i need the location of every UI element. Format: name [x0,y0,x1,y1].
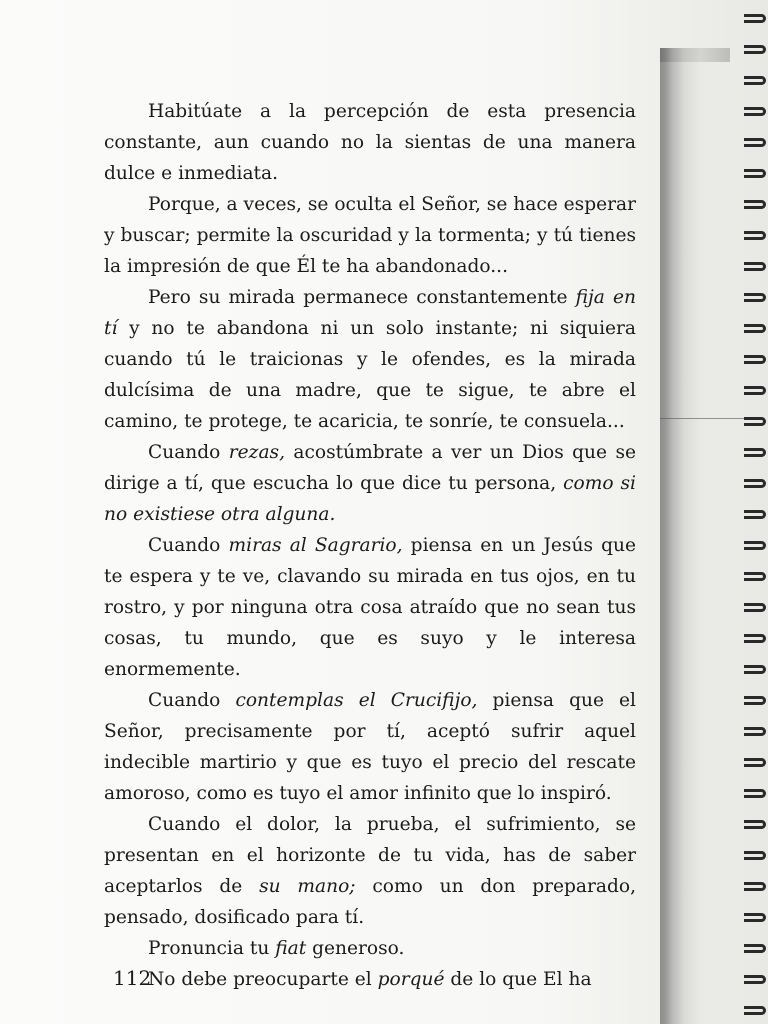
italic-text: fiat [275,938,307,959]
binding-loop [744,851,766,860]
italic-text: miras al Sagrario, [228,535,403,556]
binding-loop [744,1006,766,1015]
binding-loop [744,913,766,922]
text-run: Cuando [148,690,236,711]
binding-loop [744,76,766,85]
binding-loop [744,603,766,612]
binding-loop [744,882,766,891]
paragraph [104,189,636,282]
italic-text: porqué [377,969,445,990]
text-run: y no te abandona ni un solo instante; ni siquiera cuando tú le traicionas y le ofendes, es la mirada dulcísima de una madre, que te sigue, te abre el camino, te protege, te acaricia, te sonríe, te consuela... [104,318,636,432]
text-run: Porque, a veces, se oculta el Señor, se hace esperar y buscar; permite la oscuridad y la tormenta; y tú tienes la impresión de que Él te ha abandonado... [104,194,636,277]
paragraph [104,685,636,809]
paragraph [104,809,636,933]
binding-loop [744,14,766,23]
text-run: acostúmbrate a ver un Dios que se dirige a tí, que escucha lo que dice tu persona, [104,442,636,494]
binding-loop [744,820,766,829]
paragraph [104,96,636,189]
binding-loop [744,231,766,240]
binding-loop [744,138,766,147]
text-run: Pero su mirada permanece constantemente [148,287,576,308]
paragraph [104,933,636,964]
binding-loop [744,169,766,178]
binding-loop [744,634,766,643]
binding-loop [744,696,766,705]
binding-loop [744,541,766,550]
binding-loop [744,45,766,54]
paragraph [104,282,636,437]
page-body-text [104,96,636,995]
binding-loop [744,572,766,581]
binding-loop [744,727,766,736]
binding-loop [744,448,766,457]
italic-text: como si no existiese otra alguna. [104,473,636,525]
binding-loop [744,324,766,333]
text-run: generoso. [306,938,405,959]
binding-loop [744,107,766,116]
page-number: 112 [113,966,152,990]
binding-loop [744,975,766,984]
text-run: como un don preparado, pensado, dosificado para tí. [104,876,636,928]
spiral-binding [740,0,768,1024]
binding-loop [744,386,766,395]
margin-line [660,418,750,419]
italic-text: su mano; [259,876,356,897]
paragraph [104,964,636,995]
binding-loop [744,479,766,488]
italic-text: contemplas el Crucifijo, [235,690,478,711]
text-run: No debe preocuparte el [148,969,378,990]
binding-loop [744,417,766,426]
text-run: piensa que el Señor, precisamente por tí, aceptó sufrir aquel indecible martirio y que es tuyo el precio del rescate amoroso, como es tuyo el amor infinito que lo inspiró. [104,690,636,804]
text-run: Cuando [148,442,229,463]
binding-loop [744,262,766,271]
binding-loop [744,200,766,209]
binding-loop [744,665,766,674]
text-run: piensa en un Jesús que te espera y te ve, clavando su mirada en tus ojos, en tu rostro, y por ninguna otra cosa atraído que no sean tus cosas, tu mundo, que es suyo y le interesa enormemente. [104,535,636,680]
paragraph [104,530,636,685]
text-run: Pronuncia tu [148,938,276,959]
italic-text: rezas, [228,442,286,463]
text-run: Habitúate a la percepción de esta presencia constante, aun cuando no la sientas de una manera dulce e inmediata. [104,101,636,184]
binding-loop [744,944,766,953]
italic-text: fija en tí [104,287,636,339]
binding-loop [744,355,766,364]
binding-loop [744,789,766,798]
text-run: Cuando [148,535,229,556]
binding-loop [744,510,766,519]
page-spine-shadow [660,48,730,1024]
paragraph [104,437,636,530]
text-run: de lo que El ha [444,969,592,990]
binding-loop [744,758,766,767]
binding-loop [744,293,766,302]
text-run: Cuando el dolor, la prueba, el sufrimiento, se presentan en el horizonte de tu vida, has de saber aceptarlos de [104,814,636,897]
